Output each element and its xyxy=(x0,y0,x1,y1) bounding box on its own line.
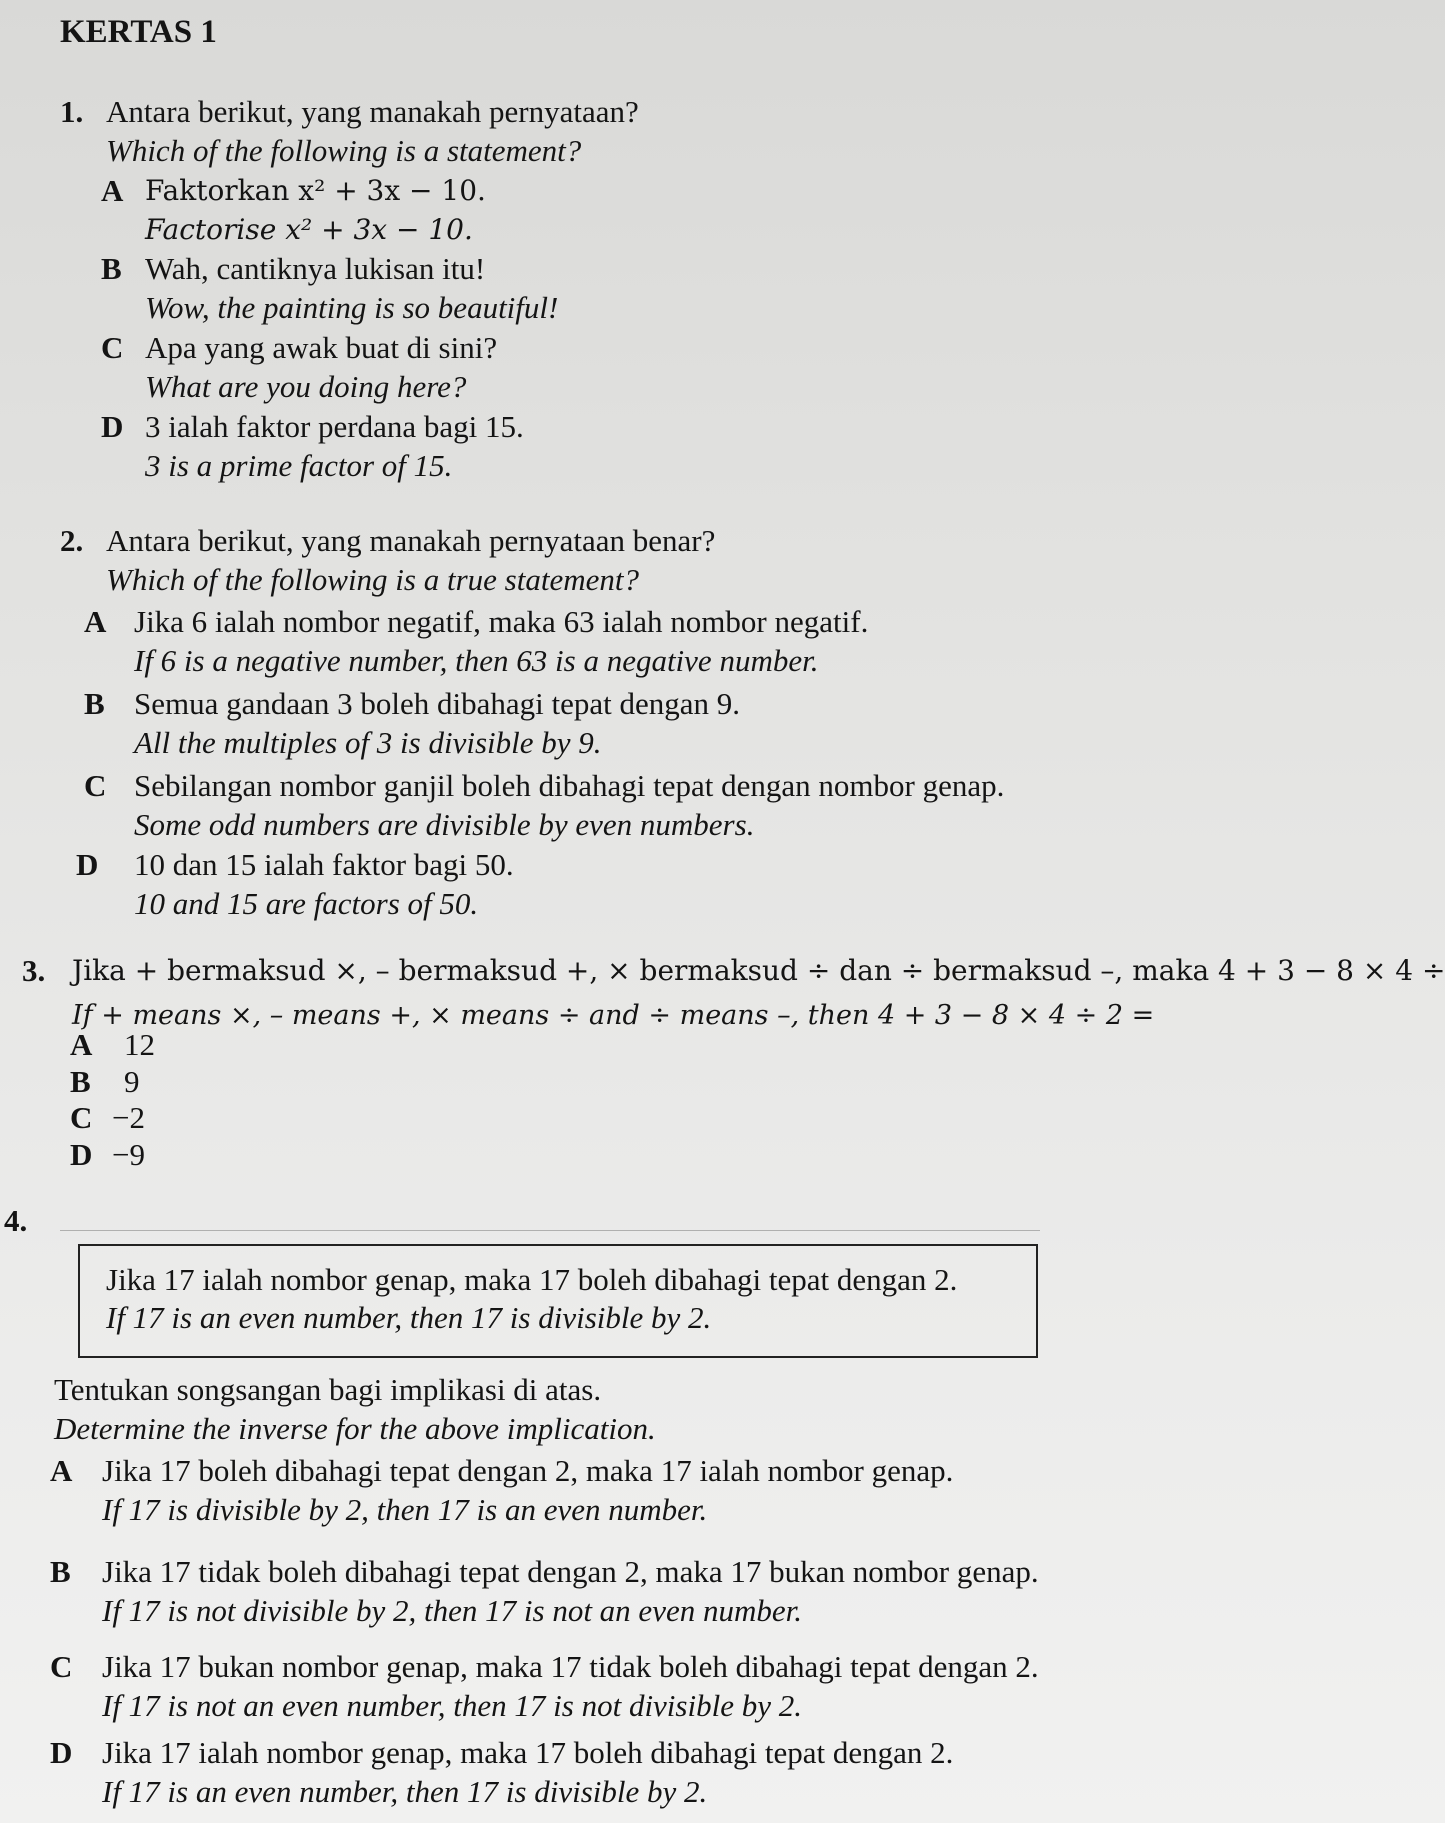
q4-stem-en: Determine the inverse for the above implication. xyxy=(54,1411,656,1446)
q2-option-a-letter[interactable]: A xyxy=(84,604,107,639)
paper-title: KERTAS 1 xyxy=(60,14,217,50)
q4-stem-ms: Tentukan songsangan bagi implikasi di atas. xyxy=(54,1372,602,1407)
q2-option-b-en: All the multiples of 3 is divisible by 9. xyxy=(134,725,602,760)
q1-option-b-ms: Wah, cantiknya lukisan itu! xyxy=(145,251,486,286)
q1-option-c-ms: Apa yang awak buat di sini? xyxy=(145,330,498,365)
q4-box-en: If 17 is an even number, then 17 is divisible by 2. xyxy=(106,1300,712,1335)
q1-option-d-letter[interactable]: D xyxy=(101,409,124,444)
q4-option-a-ms: Jika 17 boleh dibahagi tepat dengan 2, maka 17 ialah nombor genap. xyxy=(102,1453,954,1488)
q2-option-d-en: 10 and 15 are factors of 50. xyxy=(134,886,479,921)
q4-option-a-en: If 17 is divisible by 2, then 17 is an even number. xyxy=(102,1492,708,1527)
q3-option-d-value: −9 xyxy=(112,1137,145,1172)
q4-number: 4. xyxy=(4,1203,28,1238)
q1-option-c-letter[interactable]: C xyxy=(101,330,124,365)
q2-option-c-ms: Sebilangan nombor ganjil boleh dibahagi tepat dengan nombor genap. xyxy=(134,768,1005,803)
q4-divider xyxy=(60,1230,1040,1231)
q1-option-b-letter[interactable]: B xyxy=(101,251,122,286)
q4-box-ms: Jika 17 ialah nombor genap, maka 17 boleh dibahagi tepat dengan 2. xyxy=(106,1262,958,1297)
q4-option-c-ms: Jika 17 bukan nombor genap, maka 17 tidak boleh dibahagi tepat dengan 2. xyxy=(102,1649,1039,1684)
q3-option-b-letter[interactable]: B xyxy=(70,1064,91,1099)
q1-option-a-letter[interactable]: A xyxy=(101,173,124,208)
q1-option-a-ms: Faktorkan x² + 3x − 10. xyxy=(145,174,486,207)
q4-option-d-ms: Jika 17 ialah nombor genap, maka 17 boleh dibahagi tepat dengan 2. xyxy=(102,1735,954,1770)
q2-option-d-ms: 10 dan 15 ialah faktor bagi 50. xyxy=(134,847,514,882)
q4-option-d-en: If 17 is an even number, then 17 is divisible by 2. xyxy=(102,1774,708,1809)
q3-option-a-letter[interactable]: A xyxy=(70,1027,93,1062)
q3-option-b-value: 9 xyxy=(124,1064,140,1099)
q3-option-c-letter[interactable]: C xyxy=(70,1100,93,1135)
q1-stem-ms: Antara berikut, yang manakah pernyataan? xyxy=(106,94,639,129)
q1-option-b-en: Wow, the painting is so beautiful! xyxy=(145,290,559,325)
q4-option-a-letter[interactable]: A xyxy=(50,1453,73,1488)
q4-option-c-letter[interactable]: C xyxy=(50,1649,73,1684)
q2-option-a-en: If 6 is a negative number, then 63 is a negative number. xyxy=(134,643,819,678)
q4-option-b-letter[interactable]: B xyxy=(50,1554,71,1589)
q3-stem-ms: Jika + bermaksud ×, – bermaksud +, × bermaksud ÷ dan ÷ bermaksud –, maka 4 + 3 − 8 × 4 ÷ xyxy=(72,954,1445,987)
q3-option-a-value: 12 xyxy=(124,1027,155,1062)
q1-number: 1. xyxy=(60,94,84,129)
q2-stem-en: Which of the following is a true statement? xyxy=(106,562,639,597)
q1-option-d-ms: 3 ialah faktor perdana bagi 15. xyxy=(145,409,524,444)
q3-stem-en: If + means ×, – means +, × means ÷ and ÷ means –, then 4 + 3 − 8 × 4 ÷ 2 = xyxy=(72,1000,1155,1031)
q2-number: 2. xyxy=(60,523,84,558)
q2-option-d-letter[interactable]: D xyxy=(76,847,99,882)
q2-option-b-ms: Semua gandaan 3 boleh dibahagi tepat dengan 9. xyxy=(134,686,741,721)
q4-option-d-letter[interactable]: D xyxy=(50,1735,73,1770)
q1-stem-en: Which of the following is a statement? xyxy=(106,133,582,168)
q1-option-a-en: Factorise x² + 3x − 10. xyxy=(145,213,473,246)
q4-option-b-en: If 17 is not divisible by 2, then 17 is not an even number. xyxy=(102,1593,802,1628)
q2-option-c-en: Some odd numbers are divisible by even numbers. xyxy=(134,807,755,842)
q4-option-b-ms: Jika 17 tidak boleh dibahagi tepat dengan 2, maka 17 bukan nombor genap. xyxy=(102,1554,1039,1589)
q2-option-c-letter[interactable]: C xyxy=(84,768,107,803)
q2-stem-ms: Antara berikut, yang manakah pernyataan benar? xyxy=(106,523,716,558)
q4-option-c-en: If 17 is not an even number, then 17 is not divisible by 2. xyxy=(102,1688,802,1723)
q2-option-b-letter[interactable]: B xyxy=(84,686,105,721)
q1-option-d-en: 3 is a prime factor of 15. xyxy=(145,448,453,483)
q2-option-a-ms: Jika 6 ialah nombor negatif, maka 63 ialah nombor negatif. xyxy=(134,604,869,639)
q3-option-d-letter[interactable]: D xyxy=(70,1137,93,1172)
q1-option-c-en: What are you doing here? xyxy=(145,369,467,404)
q3-option-c-value: −2 xyxy=(112,1100,145,1135)
q3-number: 3. xyxy=(22,953,46,988)
